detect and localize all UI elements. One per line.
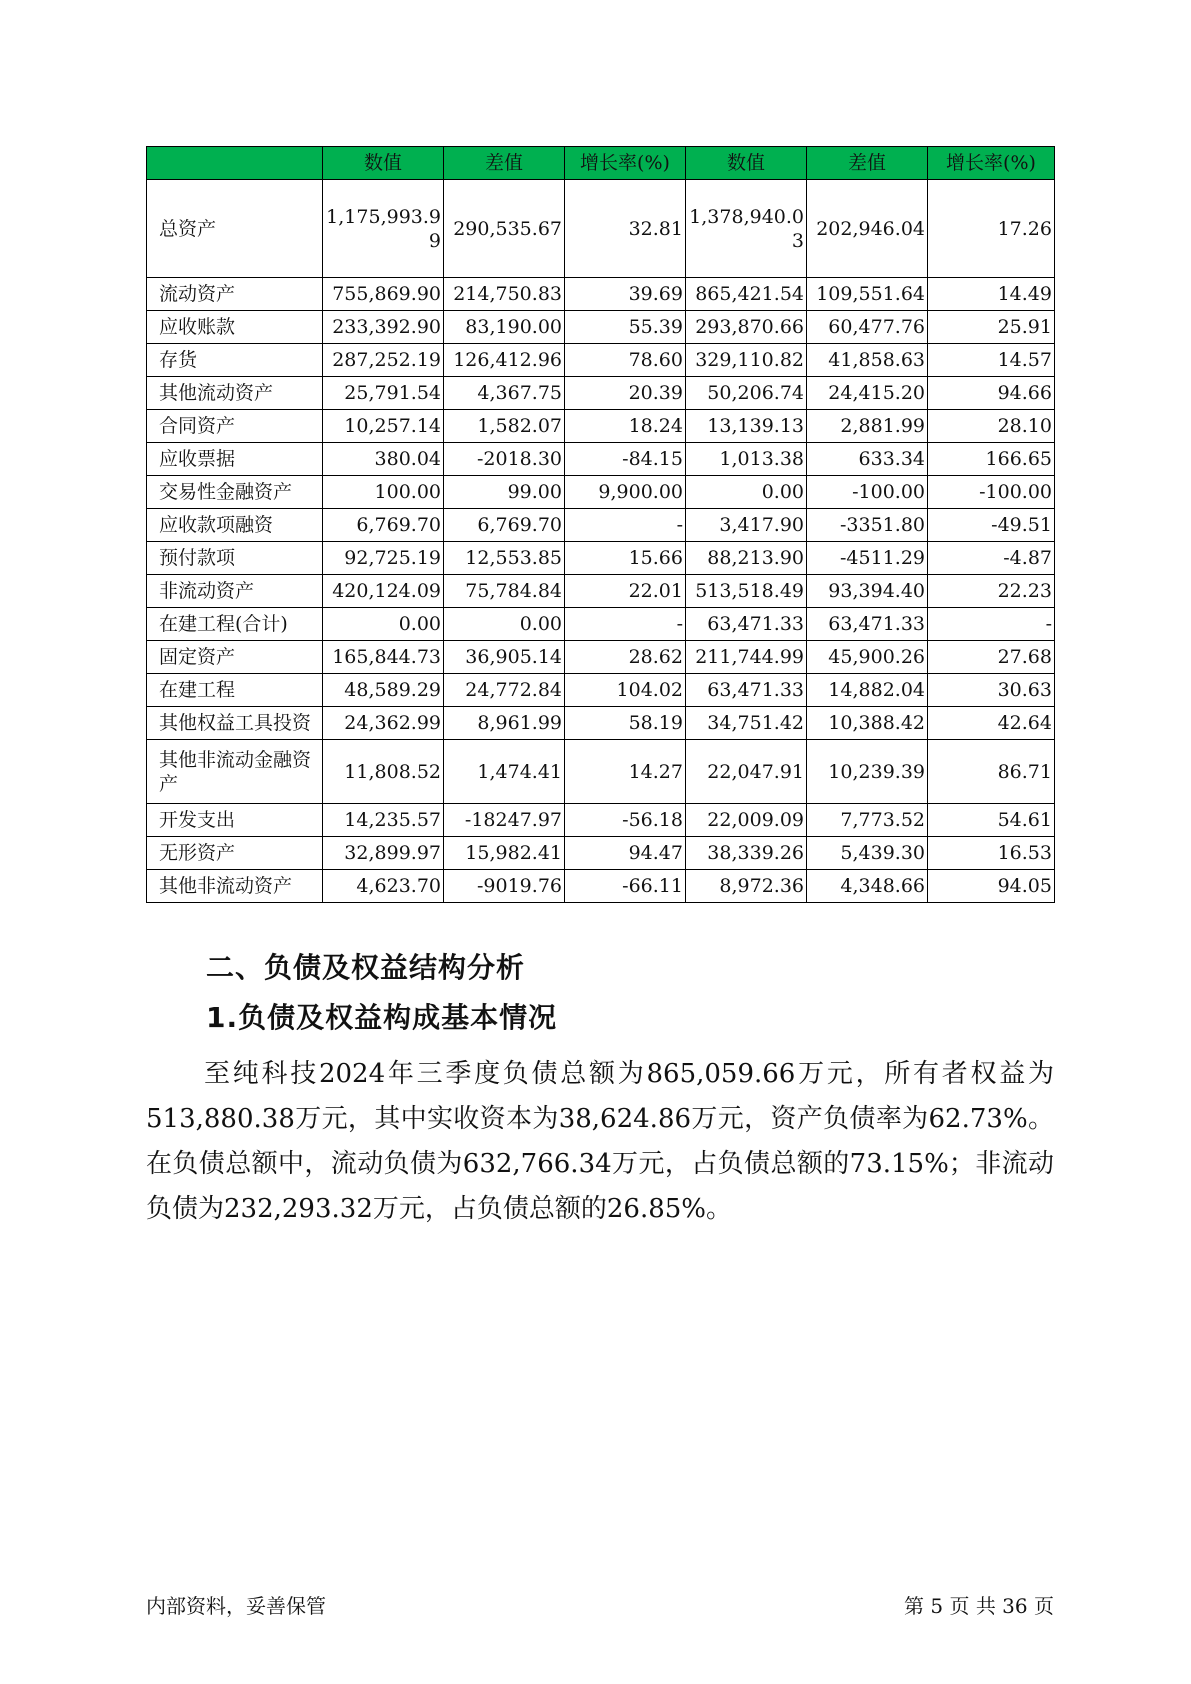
value-cell: 6,769.70: [444, 509, 565, 542]
value-cell: 9,900.00: [565, 476, 686, 509]
value-cell: 20.39: [565, 377, 686, 410]
footer-confidential-note: 内部资料，妥善保管: [146, 1594, 326, 1618]
table-row: [147, 377, 1055, 410]
value-cell: 14,235.57: [323, 804, 444, 837]
value-cell: 15.66: [565, 542, 686, 575]
value-cell: 22,009.09: [686, 804, 807, 837]
value-cell: 55.39: [565, 311, 686, 344]
value-cell: -100.00: [807, 476, 928, 509]
value-cell: -100.00: [928, 476, 1055, 509]
value-cell: 1,175,993.99: [323, 180, 444, 278]
row-label-cell: 其他非流动金融资产: [147, 740, 323, 804]
table-row: [147, 344, 1055, 377]
value-cell: 290,535.67: [444, 180, 565, 278]
value-cell: 24,362.99: [323, 707, 444, 740]
value-cell: 27.68: [928, 641, 1055, 674]
value-cell: 12,553.85: [444, 542, 565, 575]
table-row: [147, 311, 1055, 344]
value-cell: 2,881.99: [807, 410, 928, 443]
value-cell: 38,339.26: [686, 837, 807, 870]
value-cell: -4.87: [928, 542, 1055, 575]
value-cell: 94.05: [928, 870, 1055, 903]
table-row: [147, 476, 1055, 509]
value-cell: 28.62: [565, 641, 686, 674]
value-cell: 24,772.84: [444, 674, 565, 707]
value-cell: -66.11: [565, 870, 686, 903]
summary-paragraph: 至纯科技2024年三季度负债总额为865,059.66万元，所有者权益为513,880.38万元，其中实收资本为38,624.86万元，资产负债率为62.73%。在负债总额中，流动负债为632,766.34万元，占负债总额的73.15%；非流动负债为232,293.32万元，占负债总额的26.85%。: [146, 1059, 1054, 1224]
row-label-cell: 在建工程: [147, 674, 323, 707]
row-label-cell: 应收票据: [147, 443, 323, 476]
value-cell: 93,394.40: [807, 575, 928, 608]
value-cell: 8,961.99: [444, 707, 565, 740]
value-cell: 78.60: [565, 344, 686, 377]
value-cell: 48,589.29: [323, 674, 444, 707]
value-cell: 233,392.90: [323, 311, 444, 344]
value-cell: 75,784.84: [444, 575, 565, 608]
value-cell: -56.18: [565, 804, 686, 837]
table-row: [147, 870, 1055, 903]
value-cell: 18.24: [565, 410, 686, 443]
subsection-heading: 1.负债及权益构成基本情况: [206, 1001, 558, 1034]
value-cell: 30.63: [928, 674, 1055, 707]
row-label-cell: 非流动资产: [147, 575, 323, 608]
value-cell: 214,750.83: [444, 278, 565, 311]
value-cell: 94.66: [928, 377, 1055, 410]
table-body: [147, 180, 1055, 903]
table-row: [147, 443, 1055, 476]
value-cell: 293,870.66: [686, 311, 807, 344]
value-cell: 36,905.14: [444, 641, 565, 674]
value-cell: 15,982.41: [444, 837, 565, 870]
footer-page-number: 第 5 页 共 36 页: [904, 1594, 1054, 1618]
value-cell: 58.19: [565, 707, 686, 740]
value-cell: 3,417.90: [686, 509, 807, 542]
row-label-cell: 存货: [147, 344, 323, 377]
value-cell: 54.61: [928, 804, 1055, 837]
value-cell: 8,972.36: [686, 870, 807, 903]
row-label-cell: 预付款项: [147, 542, 323, 575]
value-cell: 63,471.33: [686, 608, 807, 641]
value-cell: 63,471.33: [807, 608, 928, 641]
value-cell: 22,047.91: [686, 740, 807, 804]
value-cell: -2018.30: [444, 443, 565, 476]
table-row: [147, 608, 1055, 641]
value-cell: 25,791.54: [323, 377, 444, 410]
table-row: [147, 410, 1055, 443]
value-cell: 4,623.70: [323, 870, 444, 903]
value-cell: 380.04: [323, 443, 444, 476]
value-cell: 34,751.42: [686, 707, 807, 740]
table-row: [147, 837, 1055, 870]
value-cell: 329,110.82: [686, 344, 807, 377]
value-cell: 202,946.04: [807, 180, 928, 278]
section-heading: 二、负债及权益结构分析: [206, 951, 526, 984]
value-cell: 104.02: [565, 674, 686, 707]
value-cell: 166.65: [928, 443, 1055, 476]
value-cell: 45,900.26: [807, 641, 928, 674]
table-row: [147, 509, 1055, 542]
value-cell: 11,808.52: [323, 740, 444, 804]
value-cell: 32.81: [565, 180, 686, 278]
value-cell: 0.00: [686, 476, 807, 509]
header-cell: 差值: [444, 147, 565, 180]
value-cell: 211,744.99: [686, 641, 807, 674]
row-label-cell: 总资产: [147, 180, 323, 278]
value-cell: 633.34: [807, 443, 928, 476]
value-cell: 1,582.07: [444, 410, 565, 443]
value-cell: 100.00: [323, 476, 444, 509]
table-row: [147, 542, 1055, 575]
value-cell: -3351.80: [807, 509, 928, 542]
table-row: [147, 674, 1055, 707]
value-cell: 420,124.09: [323, 575, 444, 608]
row-label-cell: 应收账款: [147, 311, 323, 344]
value-cell: 865,421.54: [686, 278, 807, 311]
value-cell: 513,518.49: [686, 575, 807, 608]
table-row: [147, 641, 1055, 674]
value-cell: 287,252.19: [323, 344, 444, 377]
table-row: [147, 575, 1055, 608]
row-label-cell: 合同资产: [147, 410, 323, 443]
value-cell: 14.27: [565, 740, 686, 804]
value-cell: 5,439.30: [807, 837, 928, 870]
value-cell: 14.49: [928, 278, 1055, 311]
value-cell: 14.57: [928, 344, 1055, 377]
value-cell: 4,348.66: [807, 870, 928, 903]
row-label-cell: 无形资产: [147, 837, 323, 870]
value-cell: 755,869.90: [323, 278, 444, 311]
value-cell: -: [565, 608, 686, 641]
header-cell: 数值: [686, 147, 807, 180]
value-cell: 14,882.04: [807, 674, 928, 707]
table-row: [147, 740, 1055, 804]
row-label-cell: 流动资产: [147, 278, 323, 311]
value-cell: 63,471.33: [686, 674, 807, 707]
value-cell: 109,551.64: [807, 278, 928, 311]
header-cell: 差值: [807, 147, 928, 180]
value-cell: -: [565, 509, 686, 542]
header-cell: [147, 147, 323, 180]
value-cell: -9019.76: [444, 870, 565, 903]
row-label-cell: 其他权益工具投资: [147, 707, 323, 740]
value-cell: 6,769.70: [323, 509, 444, 542]
value-cell: 10,257.14: [323, 410, 444, 443]
value-cell: 165,844.73: [323, 641, 444, 674]
value-cell: 22.01: [565, 575, 686, 608]
value-cell: 13,139.13: [686, 410, 807, 443]
value-cell: 99.00: [444, 476, 565, 509]
value-cell: 17.26: [928, 180, 1055, 278]
value-cell: 1,474.41: [444, 740, 565, 804]
row-label-cell: 其他非流动资产: [147, 870, 323, 903]
row-label-cell: 其他流动资产: [147, 377, 323, 410]
value-cell: 92,725.19: [323, 542, 444, 575]
value-cell: 22.23: [928, 575, 1055, 608]
table-row: [147, 707, 1055, 740]
value-cell: 28.10: [928, 410, 1055, 443]
value-cell: 25.91: [928, 311, 1055, 344]
value-cell: 60,477.76: [807, 311, 928, 344]
value-cell: 86.71: [928, 740, 1055, 804]
value-cell: 0.00: [323, 608, 444, 641]
value-cell: 32,899.97: [323, 837, 444, 870]
value-cell: -18247.97: [444, 804, 565, 837]
value-cell: -49.51: [928, 509, 1055, 542]
value-cell: 1,378,940.03: [686, 180, 807, 278]
row-label-cell: 固定资产: [147, 641, 323, 674]
table-row: [147, 804, 1055, 837]
header-cell: 增长率(%): [565, 147, 686, 180]
value-cell: 16.53: [928, 837, 1055, 870]
value-cell: 24,415.20: [807, 377, 928, 410]
value-cell: 0.00: [444, 608, 565, 641]
table-header-row: [147, 147, 1055, 180]
header-cell: 数值: [323, 147, 444, 180]
row-label-cell: 应收款项融资: [147, 509, 323, 542]
value-cell: -4511.29: [807, 542, 928, 575]
value-cell: 7,773.52: [807, 804, 928, 837]
value-cell: -: [928, 608, 1055, 641]
value-cell: 126,412.96: [444, 344, 565, 377]
value-cell: 4,367.75: [444, 377, 565, 410]
table-row: [147, 278, 1055, 311]
value-cell: 41,858.63: [807, 344, 928, 377]
value-cell: 50,206.74: [686, 377, 807, 410]
value-cell: 39.69: [565, 278, 686, 311]
value-cell: 83,190.00: [444, 311, 565, 344]
value-cell: 10,239.39: [807, 740, 928, 804]
value-cell: 88,213.90: [686, 542, 807, 575]
value-cell: 1,013.38: [686, 443, 807, 476]
header-cell: 增长率(%): [928, 147, 1055, 180]
value-cell: 94.47: [565, 837, 686, 870]
value-cell: -84.15: [565, 443, 686, 476]
table-row: [147, 180, 1055, 278]
row-label-cell: 在建工程(合计): [147, 608, 323, 641]
row-label-cell: 交易性金融资产: [147, 476, 323, 509]
value-cell: 42.64: [928, 707, 1055, 740]
balance-sheet-table: [146, 146, 1055, 903]
row-label-cell: 开发支出: [147, 804, 323, 837]
value-cell: 10,388.42: [807, 707, 928, 740]
